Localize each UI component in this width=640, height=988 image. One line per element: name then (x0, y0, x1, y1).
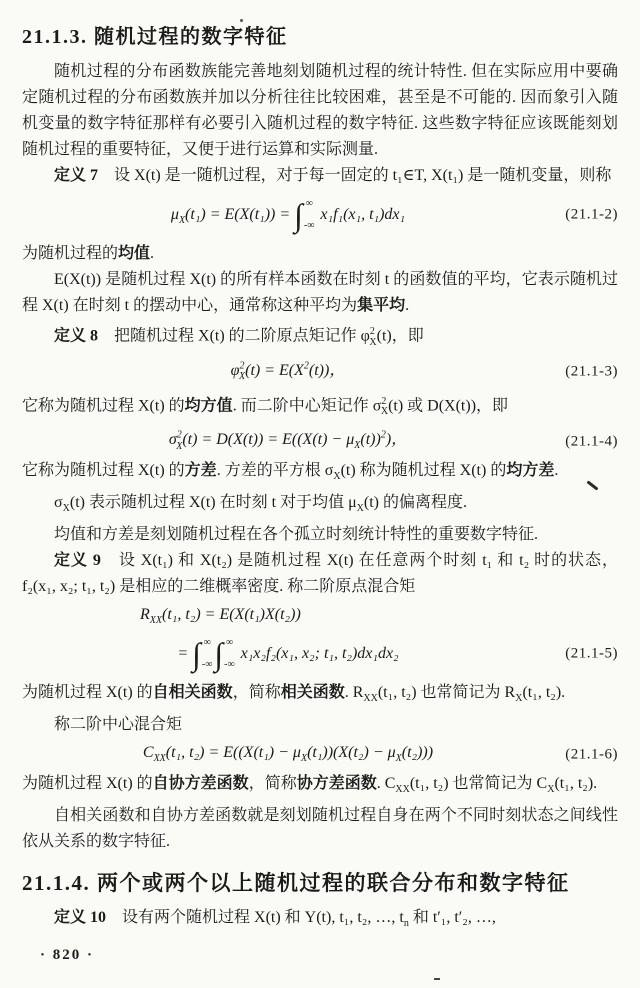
equation-21-1-2-number: (21.1-2) (565, 206, 618, 223)
ensemble-average-paragraph: E(X(t)) 是随机过程 X(t) 的所有样本函数在时刻 t 的函数值的平均，它表示随机过程 X(t) 在时刻 t 的摆动中心，通常称这种平均为集平均. (22, 271, 618, 314)
autocovariance-paragraph: 为随机过程 X(t) 的自协方差函数，简称协方差函数. $C_{XX}(t_1$, t₂) 也常简记为 $C_X(t_1$, t₂). (22, 775, 598, 796)
equation-21-1-3-number: (21.1-3) (565, 363, 618, 380)
sigma-deviation-paragraph: $\sigma_X(t)$ 表示随机过程 X(t) 在时刻 t 对于均值 $\mu_X(t)$ 的偏离程度. (54, 494, 467, 515)
equation-21-1-5-line2 (22, 635, 618, 673)
equation-21-1-6-math: $C_{XX}(t_1$, $t_2) = E((X(t_1) - \mu_X(t_1))(X(t_2) - \mu_X(t_2)))$ (142, 744, 434, 765)
equation-21-1-3-math: $\varphi^2_X(t) = E(X^2(t))$， (230, 360, 346, 383)
equation-21-1-5-line1-math: $R_{XX}(t_1$, t₂) = E(X(t₁)X(t₂)) (140, 606, 301, 627)
equation-21-1-5-line2-math: = ∫ ∞ -∞ ∫ ∞ -∞ x₁x₂f₂(x₁, x₂; t₁, t₂)dx₁dx₂ (177, 636, 399, 673)
page-number: · 820 · (40, 947, 95, 963)
definition-8-paragraph: 定义 8 把随机过程 X(t) 的二阶原点矩记作 $\varphi^2_X(t)$，即 (54, 326, 424, 348)
definition-9-paragraph: 定义 9 设 X(t₁) 和 X(t₂) 是随机过程 X(t) 在任意两个时刻 t₁ 和 t₂ 时的状态，f₂(x₁, x₂; t₁, t₂) 是相应的二维概率密度. 称二阶原点混合矩 (22, 552, 618, 596)
scan-artifact-dash (434, 978, 440, 980)
equation-21-1-5-number: (21.1-5) (565, 645, 618, 662)
central-mixed-moment-lead: 称二阶中心混合矩 (54, 716, 183, 734)
equation-21-1-6-number: (21.1-6) (565, 746, 618, 763)
section-heading-21-1-3: 21.1.3. 随机过程的数字特征 (22, 26, 288, 48)
equation-21-1-6 (22, 743, 618, 766)
scan-artifact-dot (240, 19, 243, 22)
intro-paragraph: 随机过程的分布函数族能完善地刻划随机过程的统计特性. 但在实际应用中要确定随机过程的分布函数族并加以分析往往比较困难，甚至是不可能的. 因而象引入随机变量的数字特征那样有必要引入随机过程的数字特征. 这些数字特征应该既能刻划随机过程的重要特征，又便于进行运算和实际测量. (22, 63, 618, 158)
equation-21-1-4-number: (21.1-4) (565, 433, 618, 450)
closing-paragraph: 自相关函数和自协方差函数就是刻划随机过程自身在两个不同时刻状态之间线性依从关系的数字特征. (22, 807, 618, 851)
section-heading-21-1-4: 21.1.4. 两个或两个以上随机过程的联合分布和数字特征 (22, 871, 570, 896)
equation-21-1-5-line1 (22, 605, 618, 628)
definition-7-paragraph: 定义 7 设 X(t) 是一随机过程，对于每一固定的 t₁∈T, X(t₁) 是一随机变量，则称 (54, 167, 612, 184)
equation-21-1-3 (22, 361, 618, 384)
equation-21-1-4-math: $\sigma^2_X(t) = D(X(t)) = E((X(t) - \mu_X(t))^2)$， (168, 430, 408, 452)
equation-21-1-4 (22, 430, 618, 453)
equation-21-1-2 (22, 196, 618, 234)
variance-paragraph: 它称为随机过程 X(t) 的方差. 方差的平方根 $\sigma_X(t)$ 称为随机过程 X(t) 的均方差. (22, 462, 559, 483)
mean-square-paragraph: 它称为随机过程 X(t) 的均方值. 而二阶中心矩记作 $\sigma^2_X(t)$ 或 D(X(t))，即 (22, 395, 509, 418)
autocorrelation-paragraph: 为随机过程 X(t) 的自相关函数，简称相关函数. $R_{XX}(t_1$, t₂) 也常简记为 $R_X(t_1$, t₂). (22, 684, 566, 705)
equation-21-1-2-math: $\mu_X(t_1) = E(X(t_1))$ = ∫ ∞ -∞ x₁f₁(x₁, t₁)dx₁ (170, 197, 406, 233)
mean-label-paragraph: 为随机过程的均值. (22, 245, 155, 262)
definition-10-paragraph: 定义 10 设有两个随机过程 X(t) 和 Y(t), t₁, t₂, …, $t_n$ 和 t′₁, t′₂, …, (54, 909, 496, 930)
importance-paragraph: 均值和方差是刻划随机过程在各个孤立时刻统计特性的重要数字特征. (54, 526, 539, 544)
